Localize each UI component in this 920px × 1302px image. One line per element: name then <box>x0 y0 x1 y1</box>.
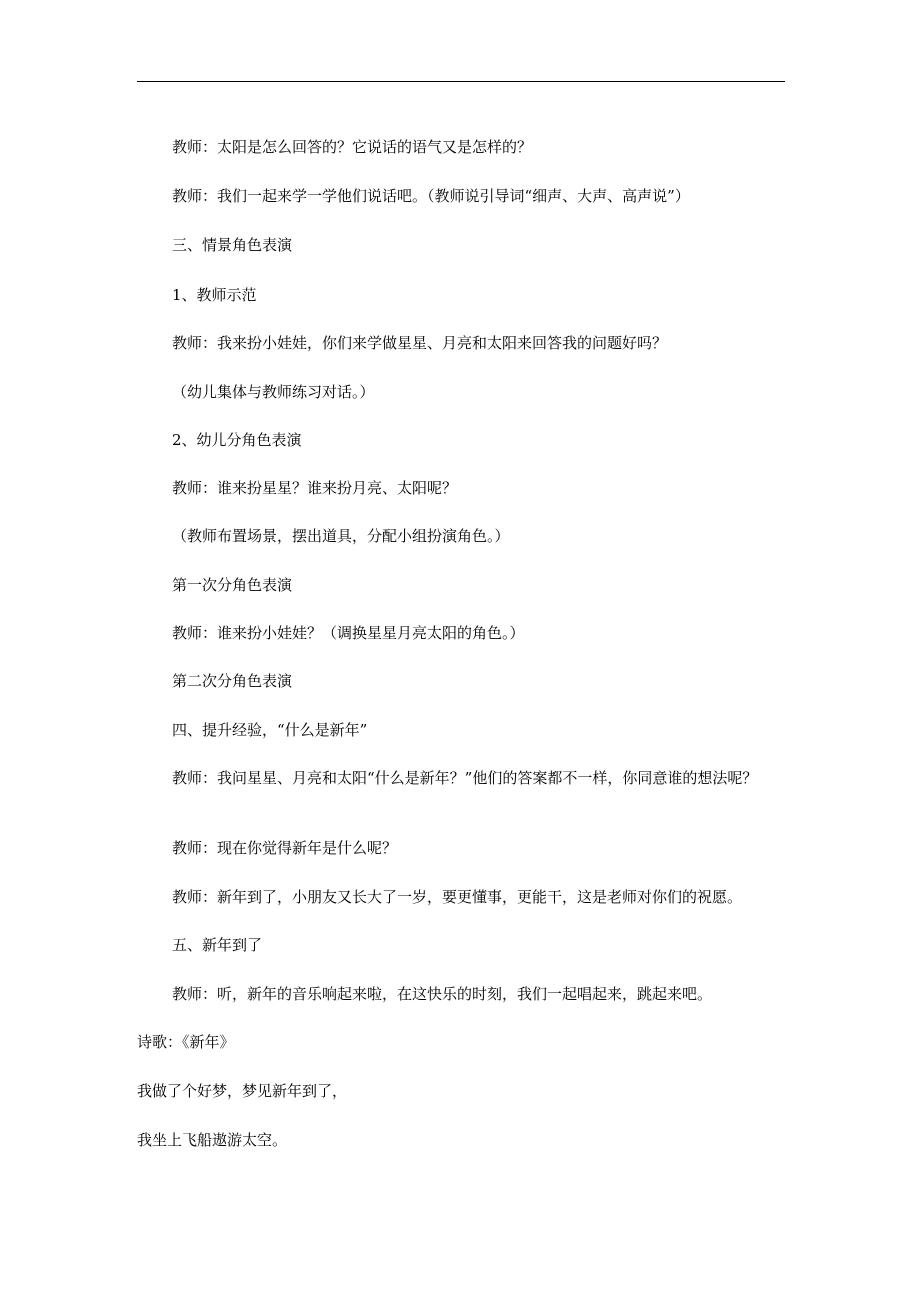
paragraph-9: （教师布置场景，摆出道具，分配小组扮演角色。） <box>172 527 510 545</box>
section-heading-3: 三、情景角色表演 <box>172 236 293 254</box>
paragraph-5: 教师：我来扮小娃娃，你们来学做星星、月亮和太阳来回答我的问题好吗？ <box>172 334 668 352</box>
paragraph-18: 教师：听，新年的音乐响起来啦，在这快乐的时刻，我们一起唱起来，跳起来吧。 <box>172 985 713 1003</box>
paragraph-6: （幼儿集体与教师练习对话。） <box>172 383 375 401</box>
paragraph-16: 教师：新年到了，小朋友又长大了一岁，要更懂事，更能干，这是老师对你们的祝愿。 <box>172 888 743 906</box>
section-heading-4: 四、提升经验，“什么是新年” <box>172 721 368 739</box>
header-rule <box>137 81 785 82</box>
paragraph-8: 教师：谁来扮星星？谁来扮月亮、太阳呢？ <box>172 479 458 497</box>
poem-title: 诗歌：《新年》 <box>137 1033 235 1051</box>
paragraph-14: 教师：我问星星、月亮和太阳“什么是新年？”他们的答案都不一样，你同意谁的想法呢？ <box>172 769 758 787</box>
paragraph-2: 教师：我们一起来学一学他们说话吧。（教师说引导词“细声、大声、高声说”） <box>172 187 690 205</box>
poem-line-1: 我做了个好梦，梦见新年到了， <box>137 1082 348 1100</box>
section-heading-5: 五、新年到了 <box>172 936 263 954</box>
subsection-heading-1: 1、教师示范 <box>172 286 257 304</box>
paragraph-1: 教师：太阳是怎么回答的？它说话的语气又是怎样的？ <box>172 138 533 156</box>
subsection-heading-2: 2、幼儿分角色表演 <box>172 431 302 449</box>
paragraph-10: 第一次分角色表演 <box>172 576 293 594</box>
paragraph-12: 第二次分角色表演 <box>172 672 293 690</box>
paragraph-15: 教师：现在你觉得新年是什么呢？ <box>172 839 398 857</box>
poem-line-2: 我坐上飞船遨游太空。 <box>137 1131 288 1149</box>
paragraph-11: 教师：谁来扮小娃娃？（调换星星月亮太阳的角色。） <box>172 624 525 642</box>
